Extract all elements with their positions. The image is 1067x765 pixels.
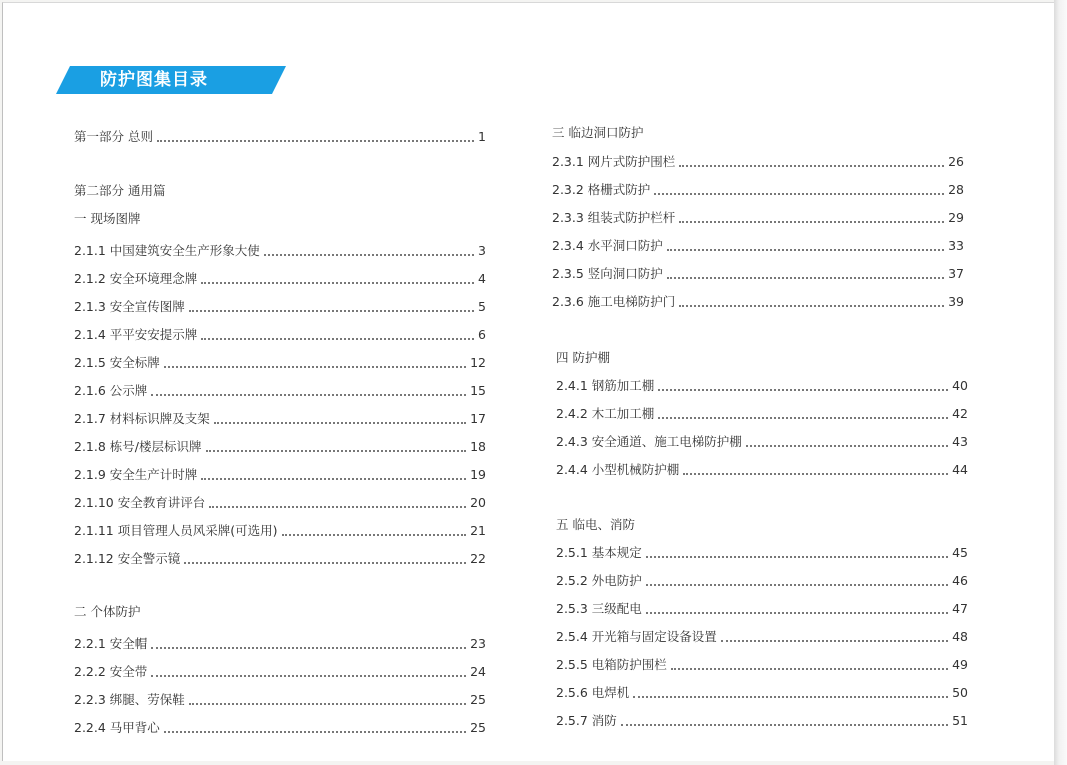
toc-entry[interactable] (556, 597, 968, 617)
toc-entry-label: 2.1.9 安全生产计时牌 (74, 467, 198, 482)
toc-entry-page-number: 17 (470, 411, 486, 426)
toc-entry-page-number: 1 (478, 129, 486, 144)
toc-entry-label: 2.5.4 开光箱与固定设备设置 (556, 629, 717, 644)
toc-entry-label: 2.3.5 竖向洞口防护 (552, 266, 663, 281)
toc-entry-label: 2.4.3 安全通道、施工电梯防护棚 (556, 434, 742, 449)
toc-entry-page-number: 29 (948, 210, 964, 225)
toc-section-heading: 第二部分 通用篇 (74, 183, 166, 198)
toc-entry[interactable] (556, 458, 968, 478)
toc-entry-label: 2.2.2 安全带 (74, 664, 148, 679)
toc-entry-label: 2.1.4 平平安安提示牌 (74, 327, 198, 342)
toc-entry-page-number: 18 (470, 439, 486, 454)
toc-entry-label: 2.4.2 木工加工棚 (556, 406, 655, 421)
toc-entry-page-number: 50 (952, 685, 968, 700)
toc-entry[interactable] (552, 290, 964, 310)
toc-entry-page-number: 4 (478, 271, 486, 286)
dot-leader (679, 221, 944, 223)
dot-leader (264, 254, 474, 256)
toc-entry-page-number: 39 (948, 294, 964, 309)
toc-entry[interactable] (74, 688, 486, 708)
dot-leader (683, 473, 948, 475)
dot-leader (667, 249, 944, 251)
title-banner (56, 66, 286, 94)
dot-leader (151, 394, 466, 396)
toc-entry-page-number: 47 (952, 601, 968, 616)
dot-leader (184, 562, 466, 564)
toc-entry[interactable] (556, 402, 968, 422)
dot-leader (164, 731, 466, 733)
toc-entry-label: 2.3.6 施工电梯防护门 (552, 294, 676, 309)
toc-entry-page-number: 45 (952, 545, 968, 560)
toc-entry[interactable] (552, 234, 964, 254)
toc-entry[interactable] (556, 541, 968, 561)
toc-entry[interactable] (556, 430, 968, 450)
dot-leader (282, 534, 467, 536)
dot-leader (633, 696, 948, 698)
toc-entry-label: 2.1.3 安全宣传图牌 (74, 299, 185, 314)
toc-entry-label: 2.5.6 电焊机 (556, 685, 630, 700)
toc-entry-page-number: 25 (470, 720, 486, 735)
toc-entry[interactable] (74, 323, 486, 343)
dot-leader (671, 668, 948, 670)
toc-entry-page-number: 37 (948, 266, 964, 281)
toc-section-heading: 二 个体防护 (74, 604, 141, 619)
toc-entry[interactable] (556, 625, 968, 645)
toc-entry[interactable] (556, 374, 968, 394)
toc-entry[interactable] (74, 295, 486, 315)
toc-entry-label: 2.1.8 栋号/楼层标识牌 (74, 439, 202, 454)
toc-entry-page-number: 6 (478, 327, 486, 342)
toc-entry-label: 2.5.1 基本规定 (556, 545, 642, 560)
toc-entry-label: 2.4.4 小型机械防护棚 (556, 462, 680, 477)
toc-entry[interactable] (552, 178, 964, 198)
toc-entry[interactable] (556, 681, 968, 701)
toc-entry-page-number: 19 (470, 467, 486, 482)
toc-entry-label: 2.3.3 组装式防护栏杆 (552, 210, 676, 225)
dot-leader (201, 338, 474, 340)
toc-entry-label: 2.5.3 三级配电 (556, 601, 642, 616)
toc-entry[interactable] (74, 547, 486, 567)
toc-entry[interactable] (74, 435, 486, 455)
dot-leader (151, 675, 466, 677)
toc-entry-page-number: 15 (470, 383, 486, 398)
dot-leader (646, 584, 948, 586)
dot-leader (189, 703, 466, 705)
toc-entry[interactable] (74, 716, 486, 736)
toc-section-heading: 一 现场图牌 (74, 211, 141, 226)
toc-entry-label: 2.1.12 安全警示镜 (74, 551, 181, 566)
toc-entry[interactable] (556, 569, 968, 589)
dot-leader (646, 556, 948, 558)
toc-entry-label: 2.1.7 材料标识牌及支架 (74, 411, 210, 426)
toc-entry-label: 2.1.6 公示牌 (74, 383, 148, 398)
toc-entry-label: 2.4.1 钢筋加工棚 (556, 378, 655, 393)
toc-entry-page-number: 33 (948, 238, 964, 253)
page-title: 防护图集目录 (100, 70, 208, 90)
toc-entry[interactable] (556, 653, 968, 673)
dot-leader (209, 506, 466, 508)
toc-entry-page-number: 5 (478, 299, 486, 314)
dot-leader (721, 640, 948, 642)
toc-section-heading: 三 临边洞口防护 (552, 125, 644, 140)
toc-entry[interactable] (74, 632, 486, 652)
toc-entry[interactable] (74, 267, 486, 287)
toc-entry-label: 2.1.5 安全标牌 (74, 355, 160, 370)
dot-leader (654, 193, 944, 195)
toc-entry[interactable] (556, 709, 968, 729)
dot-leader (658, 417, 948, 419)
toc-entry-label: 2.1.2 安全环境理念牌 (74, 271, 198, 286)
toc-entry-page-number: 49 (952, 657, 968, 672)
dot-leader (151, 647, 466, 649)
toc-entry-page-number: 3 (478, 243, 486, 258)
toc-entry-label: 第一部分 总则 (74, 129, 153, 144)
dot-leader (157, 140, 474, 142)
toc-entry-label: 2.2.1 安全帽 (74, 636, 148, 651)
toc-entry-label: 2.1.10 安全教育讲评台 (74, 495, 206, 510)
toc-entry-label: 2.2.4 马甲背心 (74, 720, 160, 735)
dot-leader (646, 612, 948, 614)
dot-leader (189, 310, 474, 312)
dot-leader (214, 422, 466, 424)
dot-leader (621, 724, 948, 726)
toc-entry-page-number: 24 (470, 664, 486, 679)
toc-entry-label: 2.5.5 电箱防护围栏 (556, 657, 667, 672)
toc-entry-page-number: 21 (470, 523, 486, 538)
toc-entry[interactable] (74, 660, 486, 680)
toc-entry[interactable] (74, 491, 486, 511)
toc-section-heading: 五 临电、消防 (556, 517, 635, 532)
toc-entry[interactable] (74, 519, 486, 539)
toc-entry-label: 2.5.7 消防 (556, 713, 617, 728)
toc-entry-label: 2.3.1 网片式防护围栏 (552, 154, 676, 169)
page-edge-shadow (1054, 0, 1067, 765)
toc-entry-page-number: 23 (470, 636, 486, 651)
toc-entry[interactable] (552, 206, 964, 226)
dot-leader (679, 305, 944, 307)
toc-entry-label: 2.1.1 中国建筑安全生产形象大使 (74, 243, 260, 258)
toc-entry-page-number: 12 (470, 355, 486, 370)
dot-leader (746, 445, 948, 447)
dot-leader (201, 282, 474, 284)
toc-entry-label: 2.3.4 水平洞口防护 (552, 238, 663, 253)
toc-entry-label: 2.2.3 绑腿、劳保鞋 (74, 692, 185, 707)
toc-entry-label: 2.5.2 外电防护 (556, 573, 642, 588)
toc-entry[interactable] (74, 463, 486, 483)
toc-entry[interactable] (74, 407, 486, 427)
toc-entry-page-number: 26 (948, 154, 964, 169)
dot-leader (206, 450, 467, 452)
toc-entry[interactable] (552, 262, 964, 282)
dot-leader (164, 366, 466, 368)
dot-leader (667, 277, 944, 279)
toc-entry-page-number: 40 (952, 378, 968, 393)
toc-entry-page-number: 46 (952, 573, 968, 588)
toc-entry-page-number: 51 (952, 713, 968, 728)
toc-entry[interactable] (74, 239, 486, 259)
toc-entry-page-number: 42 (952, 406, 968, 421)
dot-leader (658, 389, 948, 391)
toc-entry-page-number: 20 (470, 495, 486, 510)
dot-leader (679, 165, 944, 167)
toc-entry-label: 2.1.11 项目管理人员风采牌(可选用) (74, 523, 278, 538)
toc-entry-page-number: 48 (952, 629, 968, 644)
toc-entry[interactable] (74, 125, 486, 145)
toc-entry-page-number: 44 (952, 462, 968, 477)
toc-entry[interactable] (74, 351, 486, 371)
dot-leader (201, 478, 466, 480)
toc-entry-page-number: 43 (952, 434, 968, 449)
toc-entry-page-number: 25 (470, 692, 486, 707)
toc-entry[interactable] (74, 379, 486, 399)
toc-section-heading: 四 防护棚 (556, 350, 610, 365)
toc-entry-label: 2.3.2 格栅式防护 (552, 182, 651, 197)
toc-entry-page-number: 22 (470, 551, 486, 566)
toc-entry-page-number: 28 (948, 182, 964, 197)
toc-entry[interactable] (552, 150, 964, 170)
